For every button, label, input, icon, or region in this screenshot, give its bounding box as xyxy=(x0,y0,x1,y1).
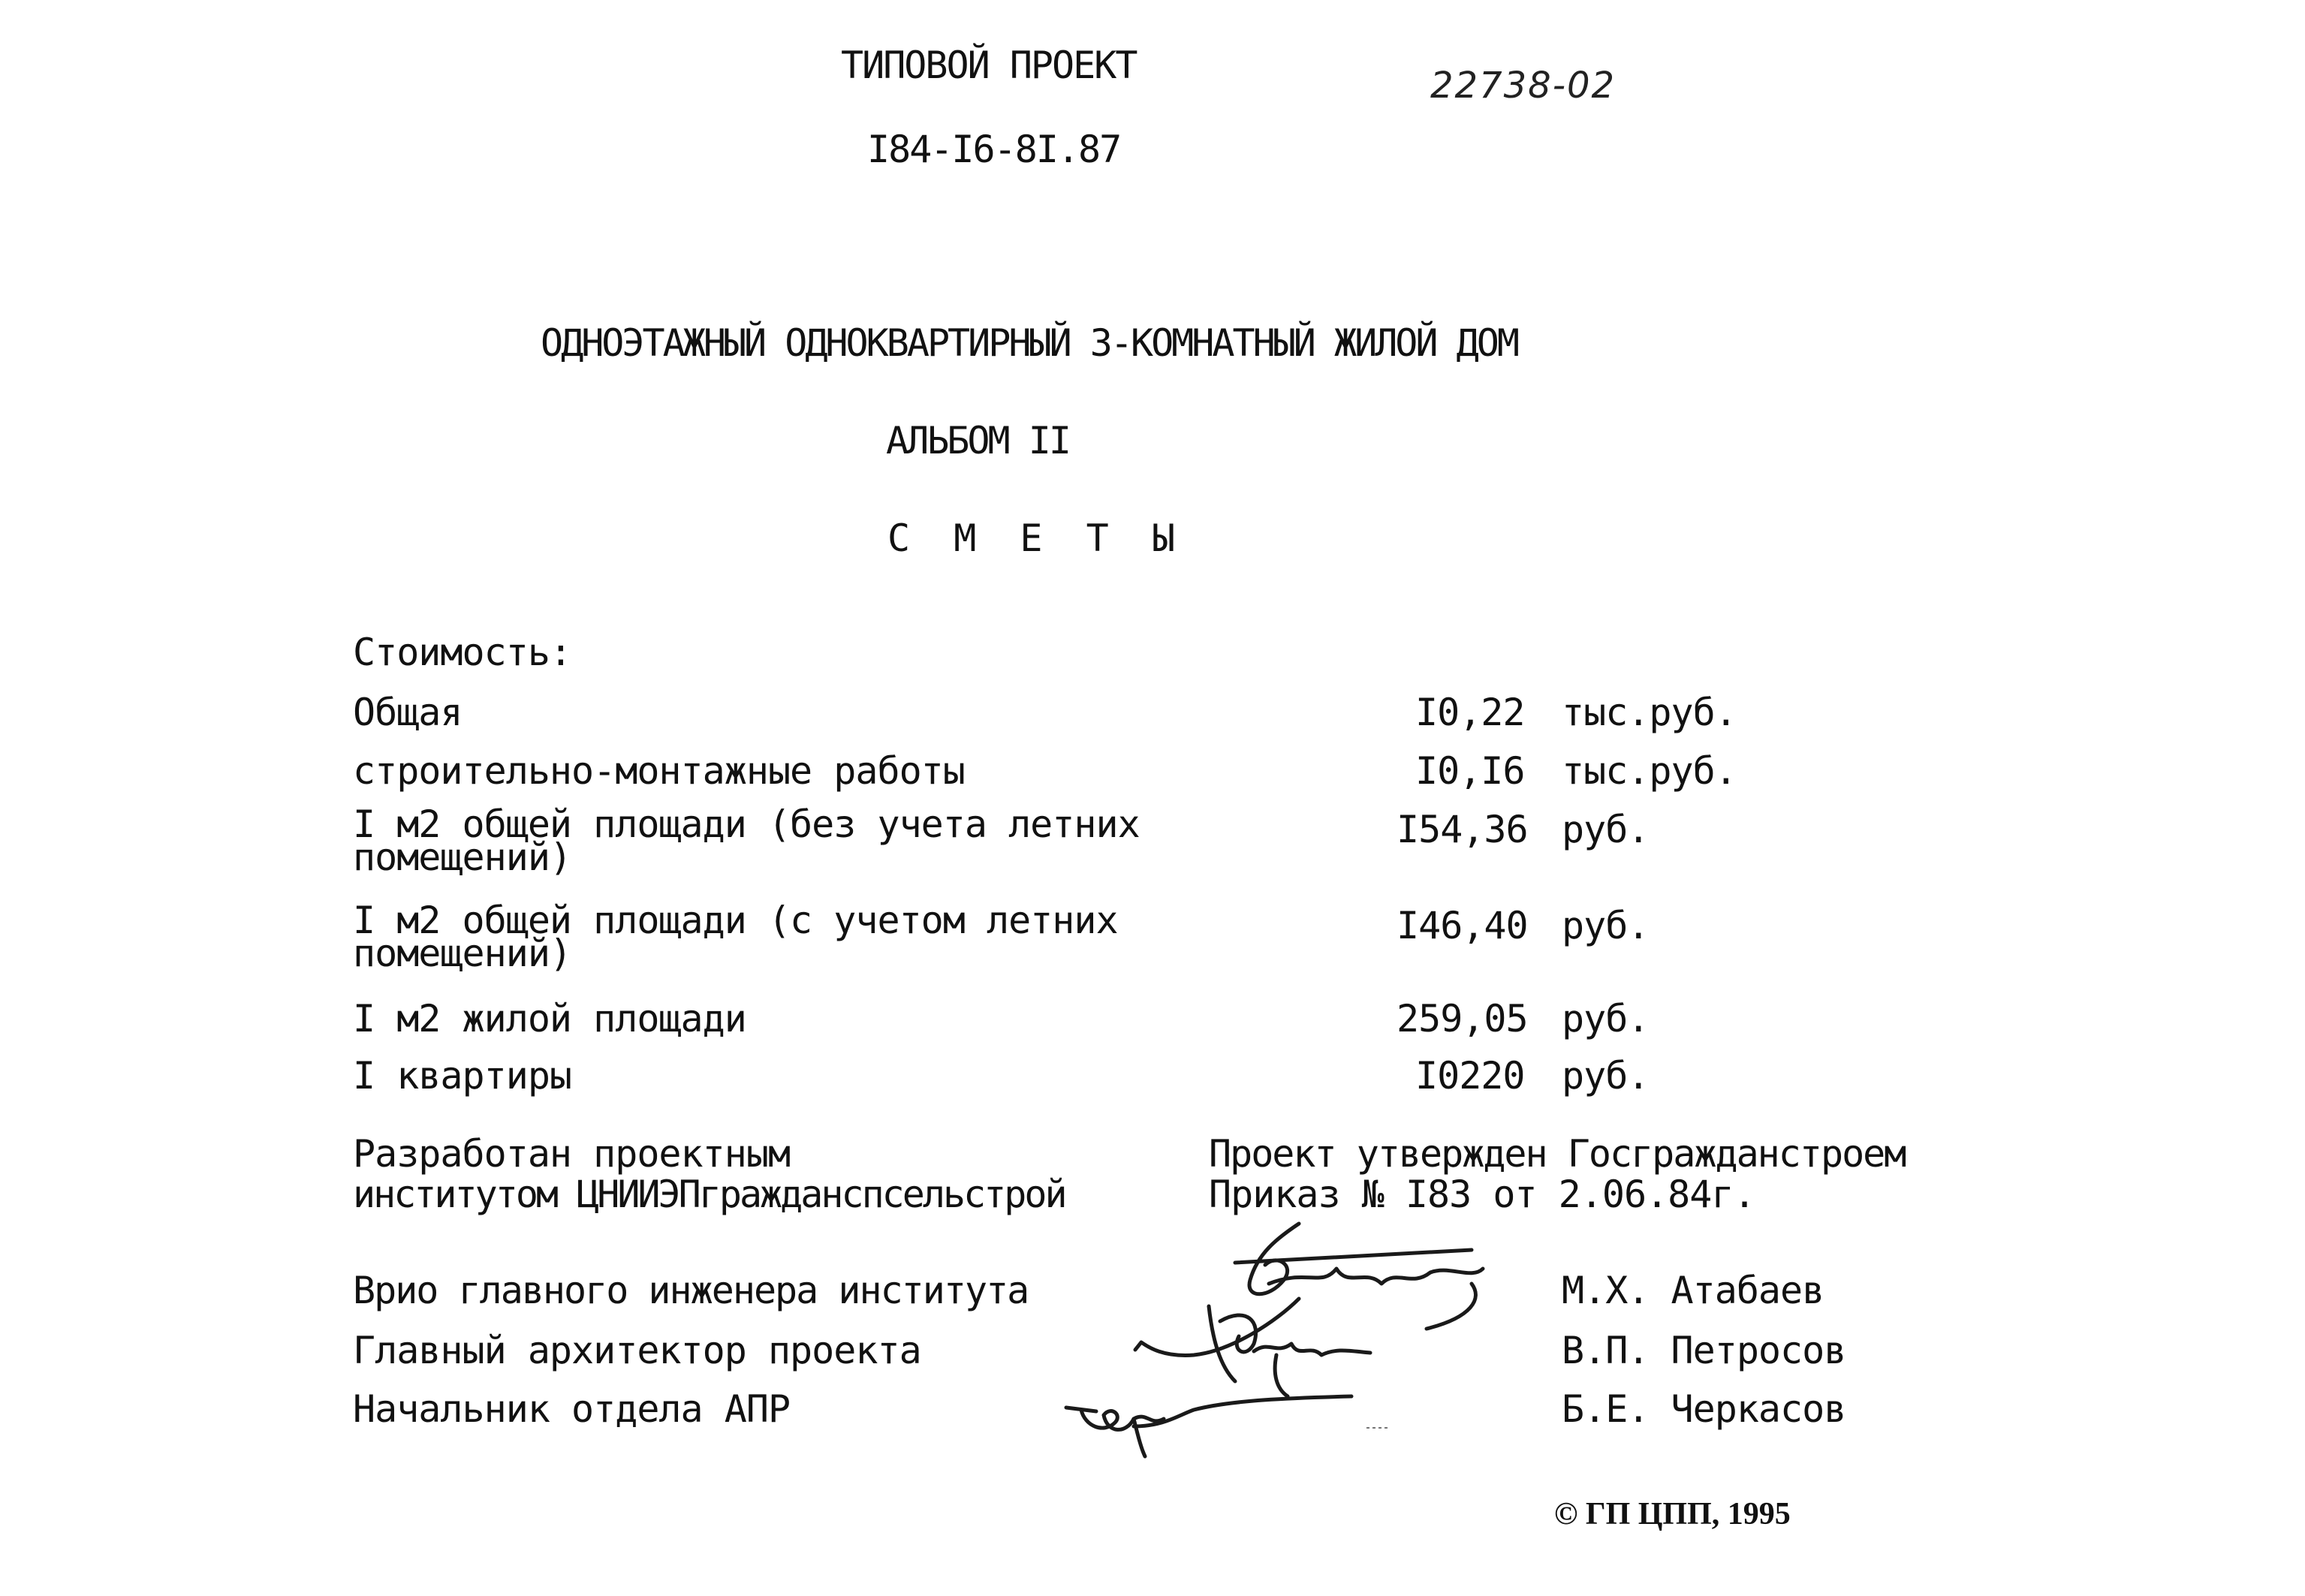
cost-unit: руб. xyxy=(1562,997,1650,1040)
developer-line-2: институтом ЦНИИЭПгражданспсельстрой xyxy=(353,1173,1065,1216)
cost-heading: Стоимость: xyxy=(353,631,572,674)
handwritten-archive-number: 22738-02 xyxy=(1430,65,1617,107)
project-type-label: ТИПОВОЙ ПРОЕКТ xyxy=(841,44,1137,87)
cost-value: I0220 xyxy=(1415,1054,1525,1098)
document-title: ОДНОЭТАЖНЫЙ ОДНОКВАРТИРНЫЙ 3-КОМНАТНЫЙ ЖИЛОЙ ДОМ xyxy=(541,321,1517,365)
approval-line-2: Приказ № I83 от 2.06.84г. xyxy=(1209,1173,1755,1216)
cost-label: I квартиры xyxy=(353,1054,572,1098)
signatory-name: М.Х. Атабаев xyxy=(1562,1269,1824,1312)
cost-label: I м2 жилой площади xyxy=(353,997,746,1040)
cost-label: I м2 общей площади (без учета летних помещений) xyxy=(353,803,1140,879)
cost-label: I м2 общей площади (с учетом летних помещений) xyxy=(353,899,1118,975)
signatory-name: Б.Е. Черкасов xyxy=(1562,1387,1846,1431)
signatory-name: В.П. Петросов xyxy=(1562,1329,1846,1372)
cost-unit: руб. xyxy=(1562,1054,1650,1098)
cost-value: I54,36 xyxy=(1397,808,1528,851)
handwritten-signatures xyxy=(1051,1209,1502,1494)
album-label: АЛЬБОМ II xyxy=(886,419,1069,462)
cost-label: строительно-монтажные работы xyxy=(353,749,965,793)
cost-value: I0,22 xyxy=(1415,691,1525,734)
approval-line-1: Проект утвержден Госгражданстроем xyxy=(1209,1132,1906,1176)
signature-stroke xyxy=(1066,1408,1145,1456)
signature-stroke xyxy=(1254,1344,1370,1355)
cost-value: I46,40 xyxy=(1397,904,1528,947)
cost-unit: тыс.руб. xyxy=(1562,749,1737,793)
signatory-role: Главный архитектор проекта xyxy=(353,1329,921,1372)
signature-stroke xyxy=(1427,1284,1475,1329)
cost-unit: руб. xyxy=(1562,808,1650,851)
cost-value: 259,05 xyxy=(1397,997,1528,1040)
signature-stroke xyxy=(1134,1396,1351,1426)
signatory-role: Начальник отдела АПР xyxy=(353,1387,791,1431)
cost-label: Общая xyxy=(353,691,463,734)
project-code: I84-I6-8I.87 xyxy=(867,128,1121,171)
cost-unit: тыс.руб. xyxy=(1562,691,1737,734)
signatory-role: Врио главного инженера института xyxy=(353,1269,1029,1312)
cost-unit: руб. xyxy=(1562,904,1650,947)
copyright-notice: © ГП ЦПП, 1995 xyxy=(1554,1497,1791,1531)
section-title: С М Е Т Ы xyxy=(887,516,1186,560)
signature-stroke xyxy=(1269,1269,1483,1284)
developer-line-1: Разработан проектным xyxy=(353,1132,791,1176)
cost-value: I0,I6 xyxy=(1415,749,1525,793)
signature-stroke xyxy=(1235,1250,1472,1263)
signature-stroke xyxy=(1275,1355,1288,1396)
signature-stroke xyxy=(1134,1417,1164,1421)
